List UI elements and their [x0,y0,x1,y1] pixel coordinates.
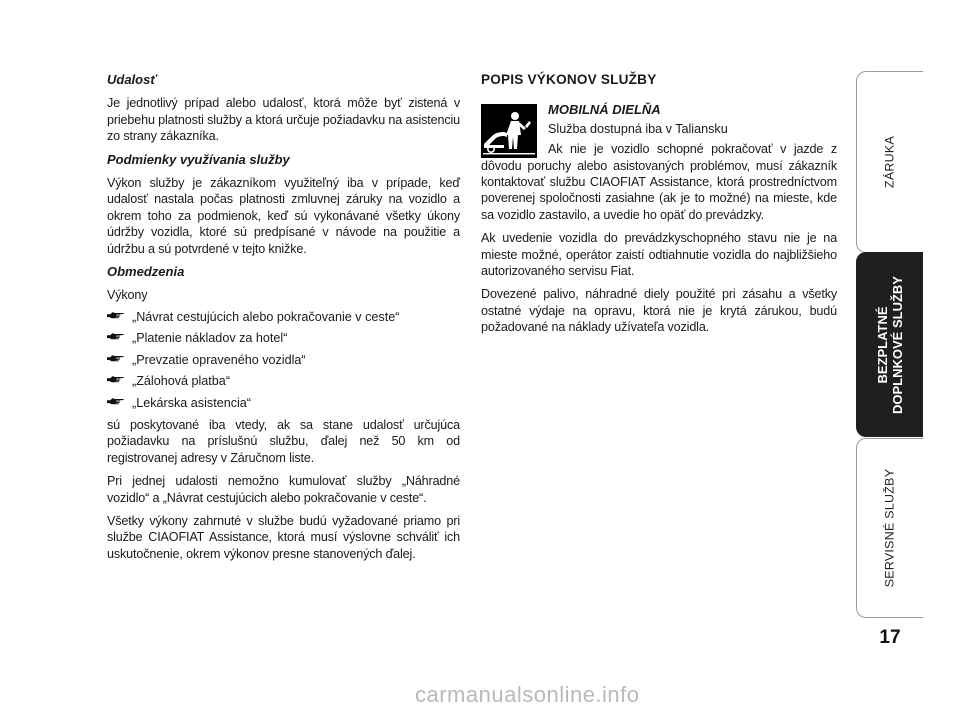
paragraph: Dovezené palivo, náhradné diely použité pri zásahu a všetky ostatné výdaje na opravu, ktorá nie je krytá zárukou, budú požadované na náklady užívateľa vozidla. [481,287,837,335]
paragraph: Výkon služby je zákazníkom využiteľný iba v prípade, keď udalosť nastala počas platnosti zmluvnej záruky na vozidlo a okrem toho za podmienok, keď sú vykonávané všetky úkony údržby vozidla, ktoré sú predpísané v návode na použitie a údržbu a sú potvrdené v tejto knižke. [107,176,460,256]
mechanic-repair-icon [481,104,537,158]
tab-servisne-sluzby[interactable] [856,438,923,618]
services-list [107,309,460,411]
tab-label-line: DOPLNKOVÉ SLUŽBY [890,275,905,414]
pointing-hand-icon [107,352,124,368]
left-column [107,72,460,569]
list-item-text: „Prevzatie opraveného vozidla“ [132,352,306,367]
watermark: carmanualsonline.info [415,682,640,707]
list-item [107,373,460,389]
section-title: POPIS VÝKONOV SLUŽBY [481,72,657,87]
pointing-hand-icon [107,330,124,346]
right-column [481,72,837,343]
pointing-hand-icon [107,395,124,411]
tab-label: SERVISNÉ SLUŽBY [882,468,897,588]
list-item [107,330,460,346]
list-item-text: „Lekárska asistencia“ [132,395,251,410]
list-item-text: „Návrat cestujúcich alebo pokračovanie v ceste“ [132,309,400,324]
paragraph: sú poskytované iba vtedy, ak sa stane udalosť určujúca požiadavku na príslušnú službu, ďalej než 50 km od registrovanej adresy v Záručnom liste. [107,417,460,465]
list-item [107,352,460,368]
paragraph: Ak uvedenie vozidla do prevádzkyschopného stavu nie je na mieste možné, operátor zaistí odtiahnutie vozidla do najbližšieho autorizovaného servisu Fiat. [481,231,837,279]
pointing-hand-icon [107,309,124,325]
pointing-hand-icon [107,373,124,389]
page-number: 17 [879,627,901,648]
paragraph: Ak nie je vozidlo schopné pokračovať v jazde z dôvodu poruchy alebo asistovaných problémov, musí zákazník kontaktovať službu CIAOFIAT Assistance, ktorá prostredníctvom poverenej spoločnosti zasiahne (ak je to možné) na mieste, kde sa vozidlo zastavilo, a uvedie ho opäť do prevádzky. [481,142,837,222]
tab-label [875,276,905,414]
paragraph: Výkony [107,288,148,303]
list-item [107,309,460,325]
list-item [107,395,460,411]
subsection-title: MOBILNÁ DIELŇA [548,102,661,118]
service-block [481,102,837,223]
heading-udalost: Udalosť [107,72,157,87]
paragraph: Je jednotlivý prípad alebo udalosť, ktorá môže byť zistená v priebehu platnosti služby a ktorá určuje požiadavku na asistenciu zo strany zákazníka. [107,96,460,144]
heading-obmedzenia: Obmedzenia [107,264,185,280]
subsection-note: Služba dostupná iba v Taliansku [548,121,728,136]
paragraph: Všetky výkony zahrnuté v službe budú vyžadované priamo pri službe CIAOFIAT Assistance, ktorá musí výslovne schváliť ich uskutočnenie, okrem výkonov presne stanovených ďalej. [107,513,460,561]
heading-podmienky: Podmienky využívania služby [107,151,290,167]
tab-label: ZÁRUKA [882,135,897,189]
tab-label-line: BEZPLATNÉ [875,305,890,384]
list-item-text: „Platenie nákladov za hotel“ [132,331,288,346]
paragraph: Pri jednej udalosti nemožno kumulovať služby „Náhradné vozidlo“ a „Návrat cestujúcich alebo pokračovanie v ceste“. [107,474,460,505]
tab-zaruka[interactable] [856,71,923,253]
tab-bezplatne-doplnkove-sluzby[interactable] [856,252,923,437]
list-item-text: „Zálohová platba“ [132,374,231,389]
